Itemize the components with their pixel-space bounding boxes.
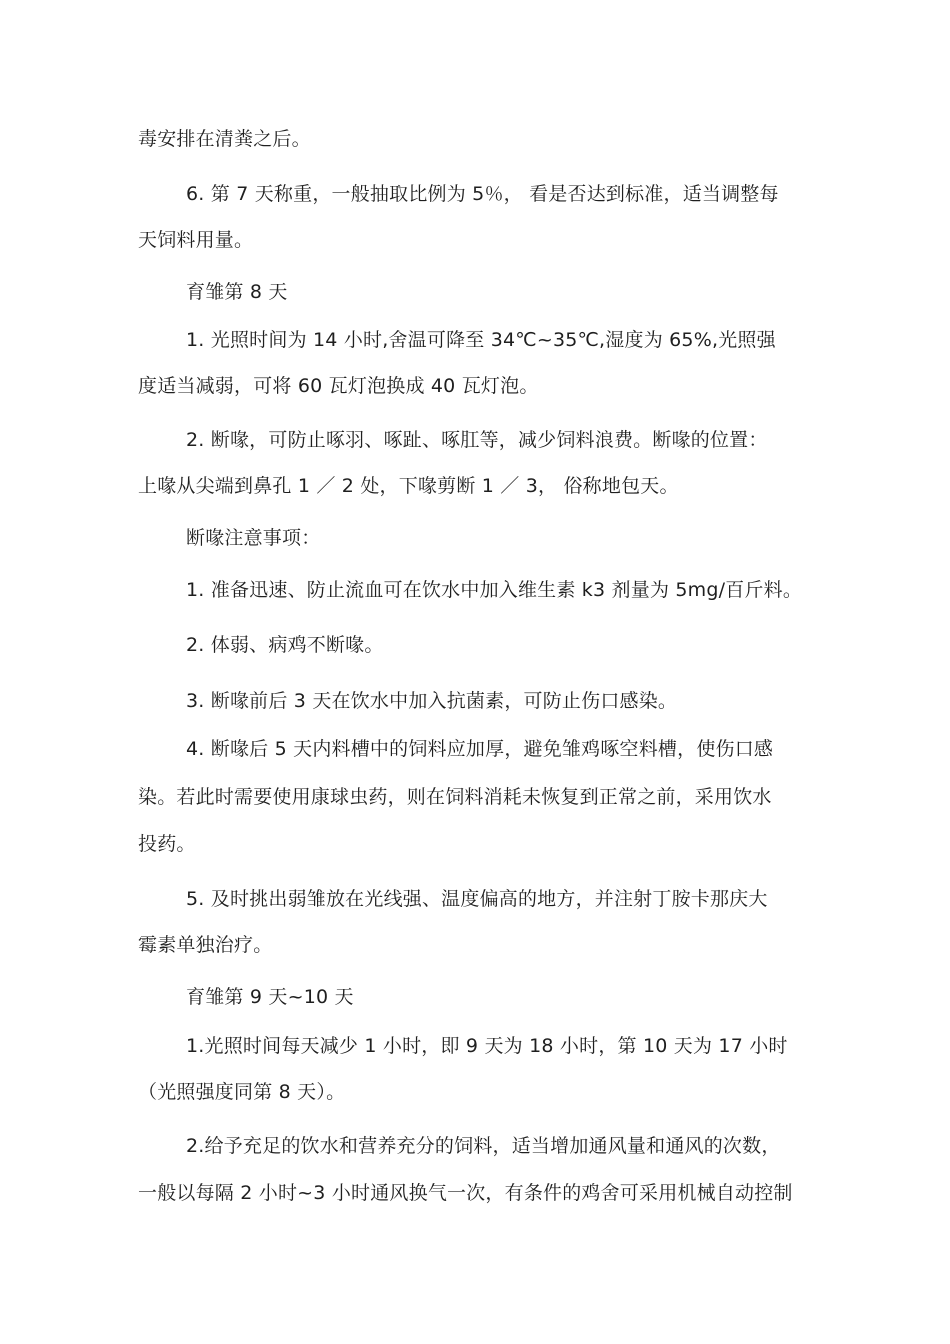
text-line: 5. 及时挑出弱雏放在光线强、温度偏高的地方，并注射丁胺卡那庆大 <box>186 888 768 910</box>
text-line: 毒安排在清粪之后。 <box>138 128 311 150</box>
text-line: 度适当减弱，可将 60 瓦灯泡换成 40 瓦灯泡。 <box>138 375 539 397</box>
text-line: 上喙从尖端到鼻孔 1 ／ 2 处，下喙剪断 1 ／ 3， 俗称地包天。 <box>138 475 679 497</box>
text-line: 1. 准备迅速、防止流血可在饮水中加入维生素 k3 剂量为 5mg/百斤料。 <box>186 579 803 601</box>
text-line: 2. 断喙，可防止啄羽、啄趾、啄肛等，减少饲料浪费。断喙的位置： <box>186 429 768 451</box>
text-line: 1.光照时间每天减少 1 小时，即 9 天为 18 小时，第 10 天为 17 小时 <box>186 1035 788 1057</box>
text-line: 2. 体弱、病鸡不断喙。 <box>186 634 384 656</box>
text-line: 6. 第 7 天称重，一般抽取比例为 5％， 看是否达到标准，适当调整每 <box>186 183 779 205</box>
text-line: 3. 断喙前后 3 天在饮水中加入抗菌素，可防止伤口感染。 <box>186 690 678 712</box>
text-line: 1. 光照时间为 14 小时,舍温可降至 34℃~35℃,湿度为 65%,光照强 <box>186 329 776 351</box>
text-line: （光照强度同第 8 天）。 <box>138 1081 346 1103</box>
text-line: 天饲料用量。 <box>138 229 254 251</box>
text-line: 2.给予充足的饮水和营养充分的饲料，适当增加通风量和通风的次数， <box>186 1135 781 1157</box>
section-heading: 断喙注意事项： <box>186 527 321 549</box>
text-line: 一般以每隔 2 小时~3 小时通风换气一次，有条件的鸡舍可采用机械自动控制 <box>138 1182 793 1204</box>
text-line: 霉素单独治疗。 <box>138 934 273 956</box>
text-line: 4. 断喙后 5 天内料槽中的饲料应加厚，避免雏鸡啄空料槽，使伤口感 <box>186 738 774 760</box>
text-line: 染。若此时需要使用康球虫药，则在饲料消耗未恢复到正常之前，采用饮水 <box>138 786 772 808</box>
section-heading: 育雏第 8 天 <box>186 281 288 303</box>
text-line: 投药。 <box>138 833 196 855</box>
section-heading: 育雏第 9 天~10 天 <box>186 986 354 1008</box>
